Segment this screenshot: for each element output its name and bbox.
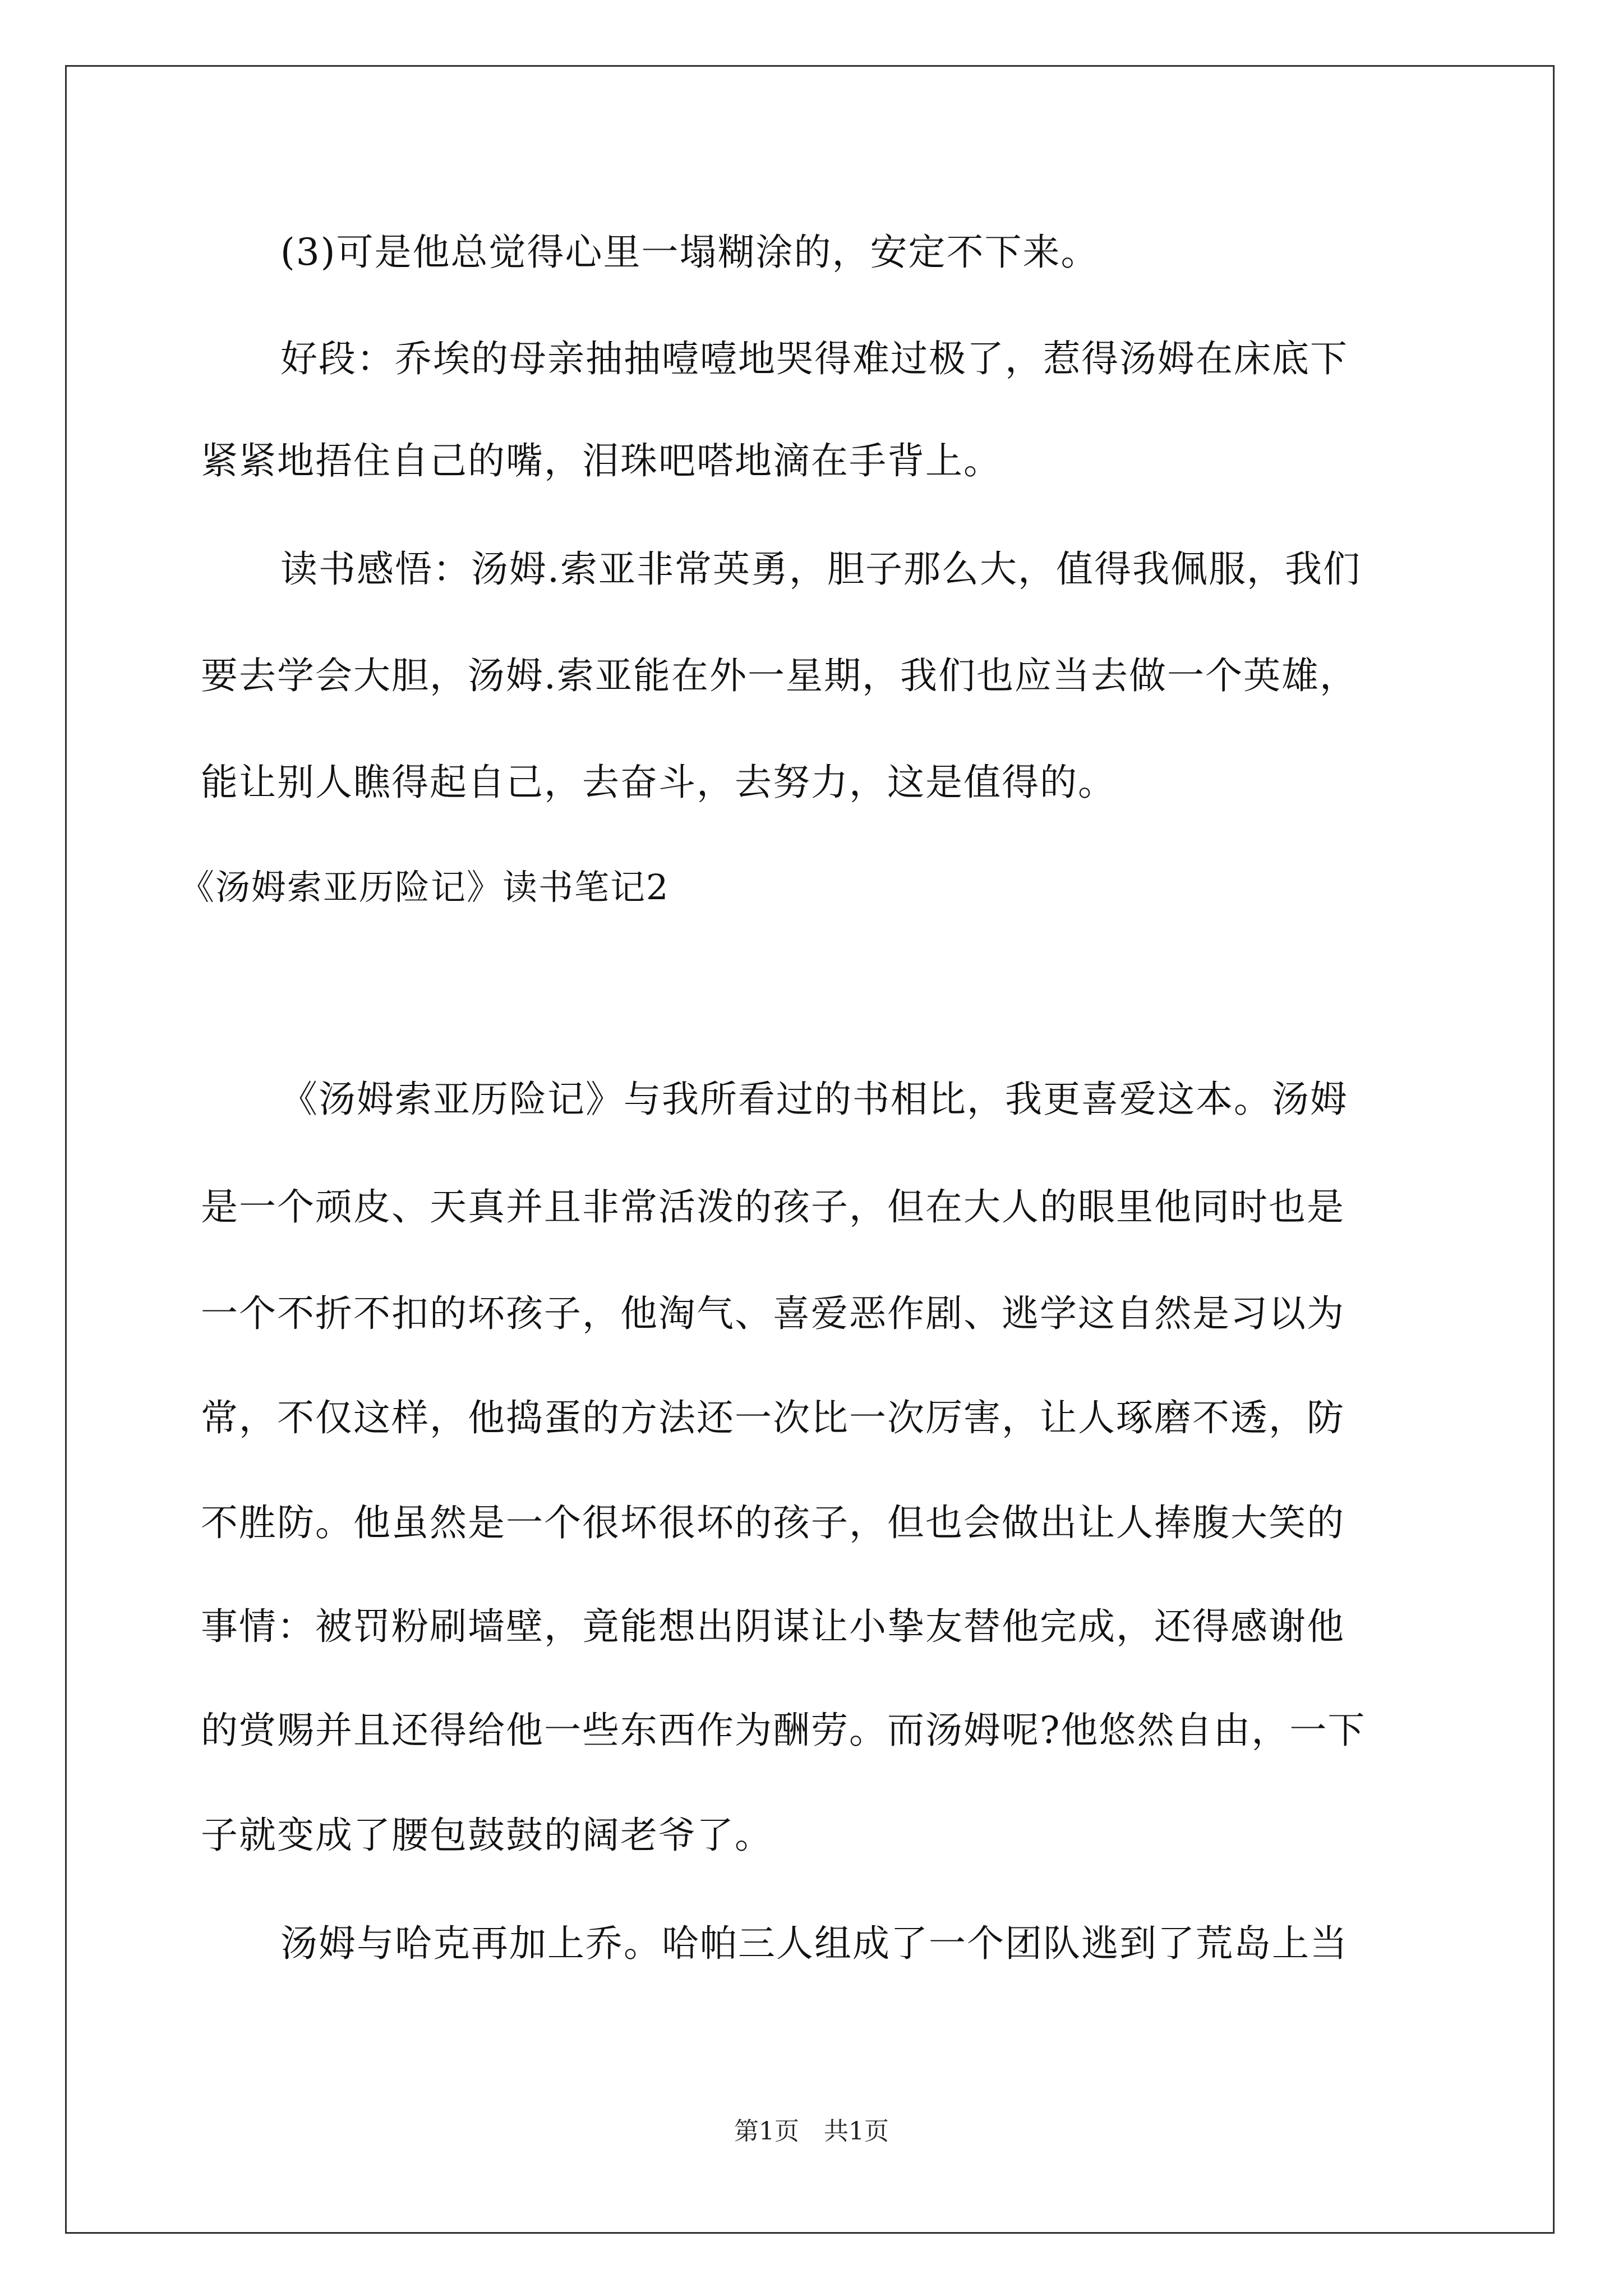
paragraph-line: 是一个顽皮、天真并且非常活泼的孩子，但在大人的眼里他同时也是 — [201, 1185, 1345, 1228]
paragraph-line: 子就变成了腰包鼓鼓的阔老爷了。 — [201, 1814, 773, 1857]
paragraph-line: 能让别人瞧得起自己，去奋斗，去努力，这是值得的。 — [201, 761, 1116, 804]
paragraph-line: 常，不仅这样，他捣蛋的方法还一次比一次厉害，让人琢磨不透，防 — [201, 1396, 1345, 1439]
paragraph-line: 读书感悟：汤姆.索亚非常英勇，胆子那么大，值得我佩服，我们 — [280, 547, 1361, 591]
paragraph-line: (3)可是他总觉得心里一塌糊涂的，安定不下来。 — [280, 231, 1099, 274]
paragraph-line: 事情：被罚粉刷墙壁，竟能想出阴谋让小挚友替他完成，还得感谢他 — [201, 1605, 1345, 1648]
paragraph-line: 汤姆与哈克再加上乔。哈帕三人组成了一个团队逃到了荒岛上当 — [280, 1922, 1348, 1965]
section-title: 《汤姆索亚历险记》读书笔记2 — [179, 867, 670, 908]
paragraph-line: 的赏赐并且还得给他一些东西作为酬劳。而汤姆呢?他悠然自由，一下 — [201, 1709, 1366, 1752]
paragraph-line: 不胜防。他虽然是一个很坏很坏的孩子，但也会做出让人捧腹大笑的 — [201, 1501, 1345, 1544]
paragraph-line: 要去学会大胆，汤姆.索亚能在外一星期，我们也应当去做一个英雄， — [201, 654, 1358, 697]
paragraph-line: 《汤姆索亚历险记》与我所看过的书相比，我更喜爱这本。汤姆 — [280, 1078, 1348, 1121]
paragraph-line: 好段：乔埃的母亲抽抽噎噎地哭得难过极了，惹得汤姆在床底下 — [280, 337, 1348, 380]
page-border — [65, 65, 1555, 2234]
page-number-footer: 第1页 共1页 — [734, 2117, 889, 2146]
paragraph-line: 一个不折不扣的坏孩子，他淘气、喜爱恶作剧、逃学这自然是习以为 — [201, 1292, 1345, 1335]
paragraph-line: 紧紧地捂住自己的嘴，泪珠吧嗒地滴在手背上。 — [201, 439, 1002, 482]
